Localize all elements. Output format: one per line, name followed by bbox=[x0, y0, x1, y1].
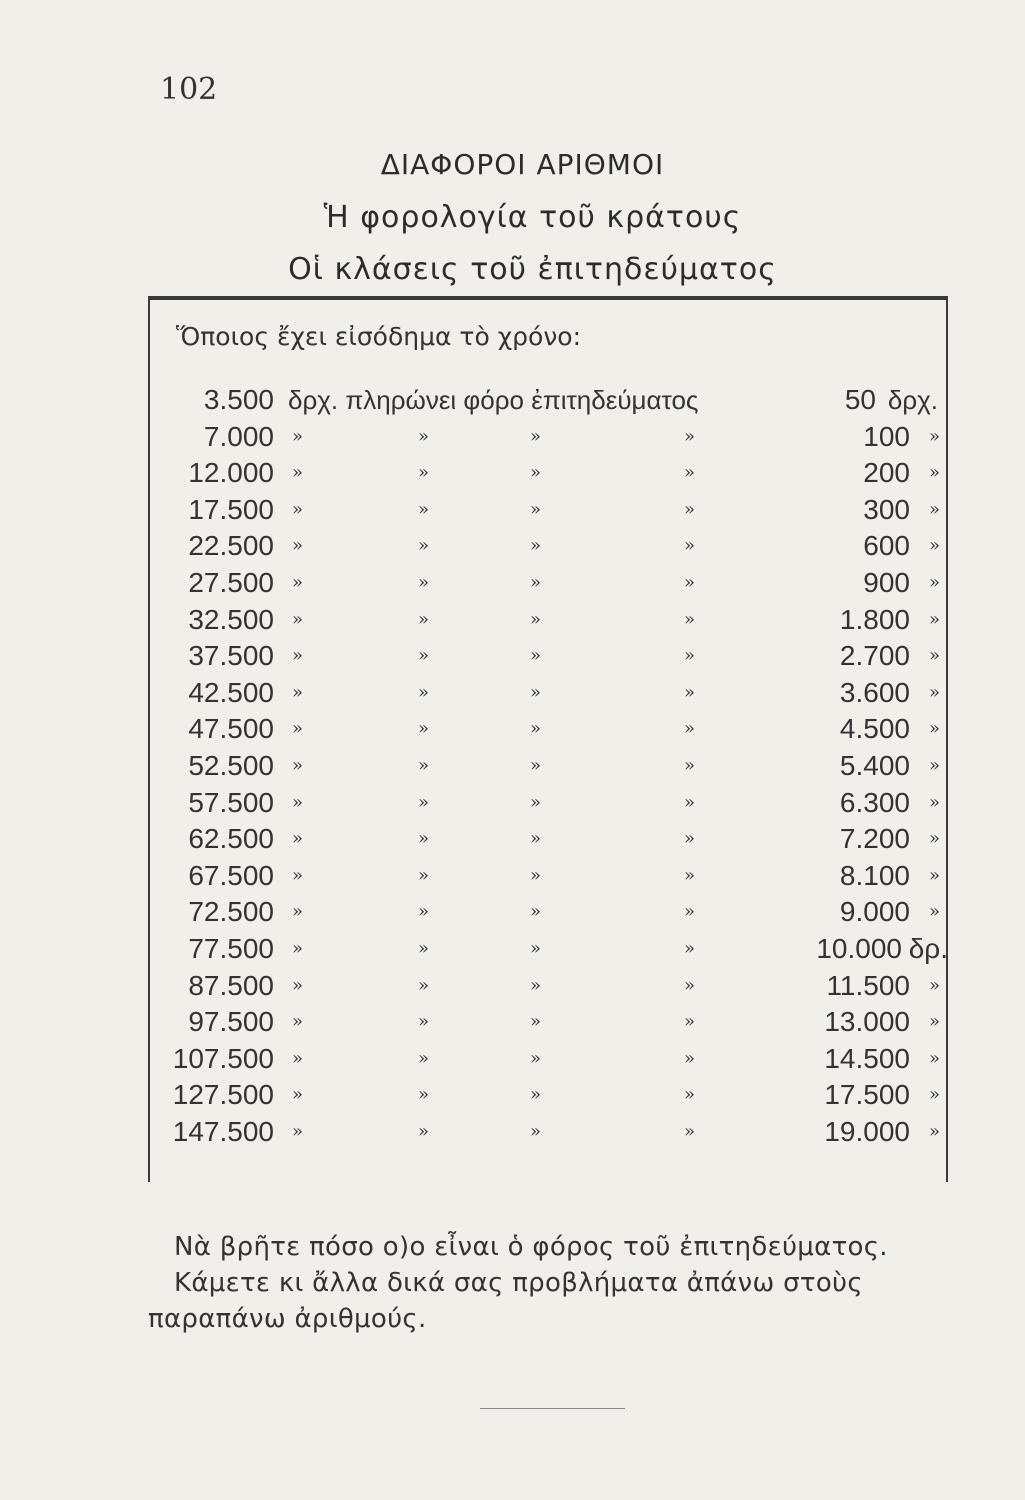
tax-cell: 6.300 bbox=[839, 786, 910, 818]
income-cell: 47.500 bbox=[188, 713, 274, 745]
ditto-mark: » bbox=[684, 864, 696, 886]
ditto-mark: » bbox=[530, 1011, 542, 1033]
footer-line-2: Κάμετε κι ἄλλα δικά σας προβλήματα ἀπάνω στοὺς bbox=[174, 1268, 863, 1298]
income-cell: 67.500 bbox=[188, 859, 274, 891]
ditto-mark: » bbox=[530, 1084, 542, 1106]
ditto-mark: » bbox=[292, 901, 304, 923]
ditto-mark: » bbox=[684, 791, 696, 813]
tax-unit: » bbox=[928, 791, 940, 813]
income-cell: 17.500 bbox=[188, 493, 274, 525]
income-cell: 12.000 bbox=[188, 457, 274, 489]
income-cell: 27.500 bbox=[188, 566, 274, 598]
first-row-text: δρχ. πληρώνει φόρο ἐπιτηδεύματος bbox=[288, 385, 699, 415]
tax-cell: 11.500 bbox=[826, 969, 910, 1001]
table-row bbox=[150, 711, 950, 748]
divider bbox=[480, 1408, 625, 1409]
tax-cell: 300 bbox=[863, 493, 910, 525]
table-rows bbox=[150, 382, 950, 1150]
tax-cell: 200 bbox=[863, 457, 910, 489]
ditto-mark: » bbox=[530, 718, 542, 740]
ditto-mark: » bbox=[292, 974, 304, 996]
ditto-mark: » bbox=[418, 571, 430, 593]
ditto-mark: » bbox=[292, 791, 304, 813]
tax-unit: » bbox=[928, 498, 940, 520]
tax-unit: » bbox=[928, 864, 940, 886]
ditto-mark: » bbox=[530, 681, 542, 703]
table-row bbox=[150, 455, 950, 492]
income-cell: 87.500 bbox=[188, 969, 274, 1001]
table-row bbox=[150, 821, 950, 858]
ditto-mark: » bbox=[684, 974, 696, 996]
ditto-mark: » bbox=[418, 864, 430, 886]
tax-cell: 3.600 bbox=[839, 676, 910, 708]
ditto-mark: » bbox=[684, 718, 696, 740]
ditto-mark: » bbox=[684, 937, 696, 959]
tax-unit: » bbox=[928, 1011, 940, 1033]
ditto-mark: » bbox=[684, 1120, 696, 1142]
ditto-mark: » bbox=[530, 462, 542, 484]
ditto-mark: » bbox=[684, 608, 696, 630]
tax-unit: » bbox=[928, 1047, 940, 1069]
ditto-mark: » bbox=[292, 645, 304, 667]
tax-cell: 8.100 bbox=[839, 859, 910, 891]
income-cell: 37.500 bbox=[188, 640, 274, 672]
tax-cell: 14.500 bbox=[824, 1042, 910, 1074]
ditto-mark: » bbox=[292, 1084, 304, 1106]
tax-cell: 2.700 bbox=[839, 640, 910, 672]
ditto-mark: » bbox=[292, 1047, 304, 1069]
tax-unit: » bbox=[928, 645, 940, 667]
tax-cell: 10.000 bbox=[816, 932, 902, 964]
ditto-mark: » bbox=[418, 1084, 430, 1106]
tax-unit: » bbox=[928, 1120, 940, 1142]
ditto-mark: » bbox=[530, 498, 542, 520]
table-row bbox=[150, 602, 950, 639]
ditto-mark: » bbox=[684, 645, 696, 667]
ditto-mark: » bbox=[292, 608, 304, 630]
page-number: 102 bbox=[160, 72, 218, 107]
table-row bbox=[150, 968, 950, 1005]
ditto-mark: » bbox=[418, 974, 430, 996]
income-cell: 52.500 bbox=[188, 749, 274, 781]
income-cell: 97.500 bbox=[188, 1006, 274, 1038]
table-row bbox=[150, 492, 950, 529]
income-cell: 72.500 bbox=[188, 896, 274, 928]
income-cell: 107.500 bbox=[172, 1042, 274, 1074]
ditto-mark: » bbox=[292, 718, 304, 740]
ditto-mark: » bbox=[418, 462, 430, 484]
ditto-mark: » bbox=[292, 535, 304, 557]
tax-cell: 5.400 bbox=[839, 749, 910, 781]
ditto-mark: » bbox=[530, 791, 542, 813]
tax-cell: 19.000 bbox=[824, 1115, 910, 1147]
ditto-mark: » bbox=[684, 1084, 696, 1106]
table-row bbox=[150, 565, 950, 602]
ditto-mark: » bbox=[418, 718, 430, 740]
tax-unit: » bbox=[928, 1084, 940, 1106]
ditto-mark: » bbox=[684, 1047, 696, 1069]
income-cell: 127.500 bbox=[172, 1079, 274, 1111]
tax-table bbox=[148, 296, 948, 1182]
income-cell: 7.000 bbox=[203, 420, 274, 452]
ditto-mark: » bbox=[530, 608, 542, 630]
tax-unit: » bbox=[928, 681, 940, 703]
ditto-mark: » bbox=[530, 754, 542, 776]
ditto-mark: » bbox=[684, 1011, 696, 1033]
ditto-mark: » bbox=[684, 571, 696, 593]
tax-unit: » bbox=[928, 718, 940, 740]
ditto-mark: » bbox=[418, 791, 430, 813]
ditto-mark: » bbox=[530, 571, 542, 593]
ditto-mark: » bbox=[292, 828, 304, 850]
income-cell: 42.500 bbox=[188, 676, 274, 708]
footer-line-3: παραπάνω ἀριθμούς. bbox=[148, 1304, 427, 1334]
section-title: Ἡ φορολογία τοῦ κράτους bbox=[323, 200, 742, 235]
table-row bbox=[150, 1041, 950, 1078]
tax-cell: 100 bbox=[863, 420, 910, 452]
tax-cell: 7.200 bbox=[839, 823, 910, 855]
ditto-mark: » bbox=[418, 1120, 430, 1142]
table-row bbox=[150, 894, 950, 931]
table-row bbox=[150, 528, 950, 565]
table-row bbox=[150, 419, 950, 456]
income-cell: 77.500 bbox=[188, 932, 274, 964]
tax-unit: » bbox=[928, 974, 940, 996]
table-row bbox=[150, 785, 950, 822]
income-cell: 22.500 bbox=[188, 530, 274, 562]
page-heading: ΔΙΑΦΟΡΟΙ ΑΡΙΘΜΟΙ bbox=[380, 148, 665, 181]
tax-cell: 600 bbox=[863, 530, 910, 562]
tax-cell: 17.500 bbox=[824, 1079, 910, 1111]
tax-cell: 9.000 bbox=[839, 896, 910, 928]
ditto-mark: » bbox=[530, 974, 542, 996]
ditto-mark: » bbox=[684, 754, 696, 776]
table-row bbox=[150, 675, 950, 712]
income-cell: 57.500 bbox=[188, 786, 274, 818]
income-cell: 3.500 bbox=[203, 384, 274, 415]
tax-unit: » bbox=[928, 901, 940, 923]
ditto-mark: » bbox=[530, 864, 542, 886]
ditto-mark: » bbox=[418, 425, 430, 447]
income-cell: 147.500 bbox=[172, 1115, 274, 1147]
ditto-mark: » bbox=[418, 608, 430, 630]
income-cell: 32.500 bbox=[188, 603, 274, 635]
table-row bbox=[150, 1114, 950, 1151]
tax-unit: δρχ. bbox=[887, 385, 938, 415]
ditto-mark: » bbox=[684, 425, 696, 447]
tax-cell: 4.500 bbox=[839, 713, 910, 745]
ditto-mark: » bbox=[292, 1120, 304, 1142]
ditto-mark: » bbox=[530, 535, 542, 557]
tax-unit: » bbox=[928, 425, 940, 447]
ditto-mark: » bbox=[292, 1011, 304, 1033]
tax-unit: » bbox=[928, 828, 940, 850]
ditto-mark: » bbox=[418, 535, 430, 557]
ditto-mark: » bbox=[418, 1047, 430, 1069]
table-row bbox=[150, 382, 950, 419]
tax-unit: » bbox=[928, 535, 940, 557]
table-row bbox=[150, 748, 950, 785]
ditto-mark: » bbox=[292, 754, 304, 776]
tax-cell: 13.000 bbox=[824, 1006, 910, 1038]
ditto-mark: » bbox=[684, 901, 696, 923]
ditto-mark: » bbox=[530, 1120, 542, 1142]
tax-unit: » bbox=[928, 571, 940, 593]
ditto-mark: » bbox=[418, 498, 430, 520]
ditto-mark: » bbox=[684, 681, 696, 703]
ditto-mark: » bbox=[292, 937, 304, 959]
ditto-mark: » bbox=[530, 901, 542, 923]
ditto-mark: » bbox=[684, 535, 696, 557]
ditto-mark: » bbox=[292, 681, 304, 703]
income-cell: 62.500 bbox=[188, 823, 274, 855]
tax-unit: δρ. bbox=[908, 932, 948, 964]
ditto-mark: » bbox=[292, 864, 304, 886]
tax-unit: » bbox=[928, 608, 940, 630]
ditto-mark: » bbox=[418, 828, 430, 850]
ditto-mark: » bbox=[530, 1047, 542, 1069]
table-row bbox=[150, 1077, 950, 1114]
footer-line-1: Νὰ βρῆτε πόσο ο)ο εἶναι ὁ φόρος τοῦ ἐπιτηδεύματος. bbox=[174, 1232, 888, 1262]
ditto-mark: » bbox=[530, 828, 542, 850]
tax-unit: » bbox=[928, 754, 940, 776]
ditto-mark: » bbox=[418, 901, 430, 923]
table-intro: Ὅποιος ἔχει εἰσόδημα τὸ χρόνο: bbox=[176, 322, 582, 351]
table-row bbox=[150, 638, 950, 675]
ditto-mark: » bbox=[292, 462, 304, 484]
ditto-mark: » bbox=[292, 498, 304, 520]
tax-cell: 50 bbox=[844, 384, 876, 415]
tax-cell: 1.800 bbox=[839, 603, 910, 635]
ditto-mark: » bbox=[418, 754, 430, 776]
ditto-mark: » bbox=[418, 1011, 430, 1033]
ditto-mark: » bbox=[292, 571, 304, 593]
tax-cell: 900 bbox=[863, 566, 910, 598]
table-row bbox=[150, 931, 950, 968]
ditto-mark: » bbox=[684, 498, 696, 520]
tax-unit: » bbox=[928, 462, 940, 484]
ditto-mark: » bbox=[292, 425, 304, 447]
ditto-mark: » bbox=[684, 462, 696, 484]
ditto-mark: » bbox=[530, 425, 542, 447]
ditto-mark: » bbox=[418, 681, 430, 703]
ditto-mark: » bbox=[530, 645, 542, 667]
table-row bbox=[150, 858, 950, 895]
ditto-mark: » bbox=[418, 645, 430, 667]
ditto-mark: » bbox=[684, 828, 696, 850]
table-row bbox=[150, 1004, 950, 1041]
section-subtitle: Οἱ κλάσεις τοῦ ἐπιτηδεύματος bbox=[288, 252, 777, 287]
ditto-mark: » bbox=[530, 937, 542, 959]
ditto-mark: » bbox=[418, 937, 430, 959]
